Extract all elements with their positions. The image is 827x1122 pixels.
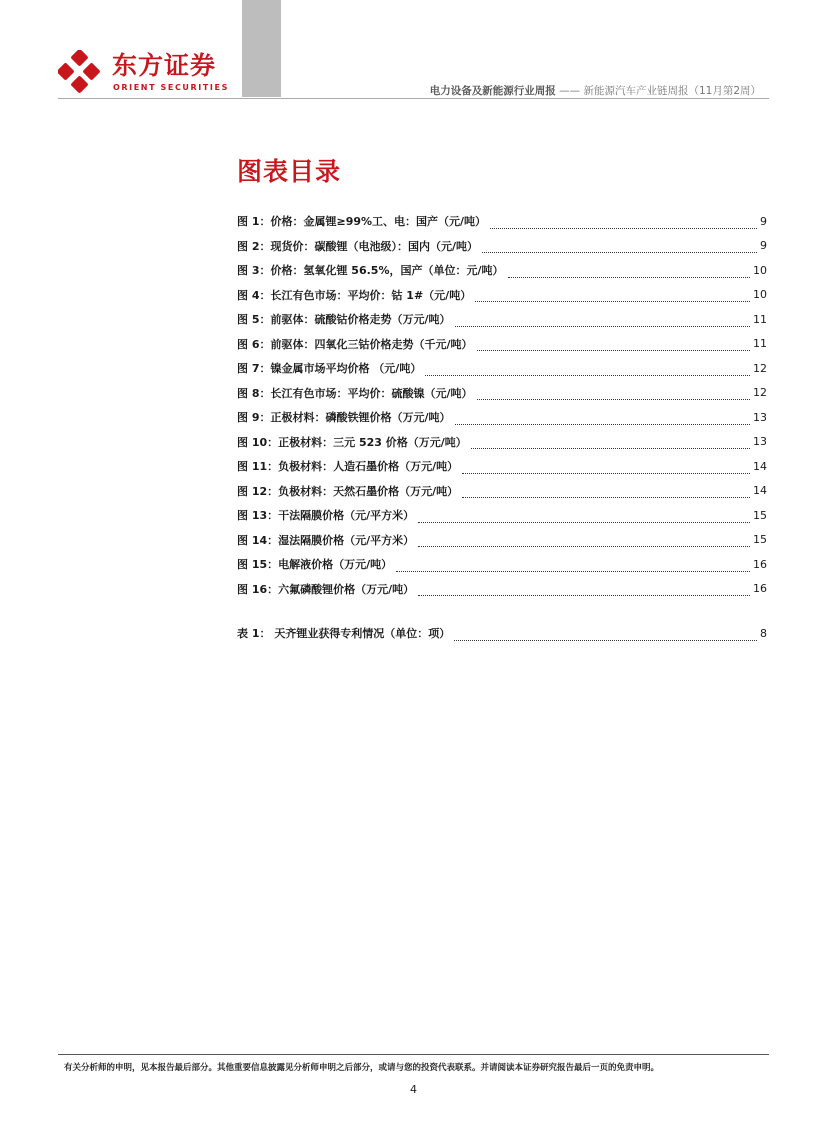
toc-title: 图表目录 bbox=[237, 157, 342, 186]
toc-entry-label: 图 14：湿法隔膜价格（元/平方米） bbox=[237, 533, 415, 547]
toc-entry-page: 16 bbox=[753, 582, 767, 596]
toc-entry-page: 13 bbox=[753, 435, 767, 449]
toc-entry-label: 图 15：电解液价格（万元/吨） bbox=[237, 558, 393, 572]
dot-leader bbox=[418, 583, 750, 596]
report-subtitle: 新能源汽车产业链周报（11月第2周） bbox=[583, 85, 761, 97]
toc-entry-figure-8[interactable] bbox=[237, 381, 767, 406]
dot-leader bbox=[482, 240, 757, 253]
toc-entry-figure-9[interactable] bbox=[237, 405, 767, 430]
report-series: 电力设备及新能源行业周报 bbox=[429, 85, 556, 97]
toc-entry-page: 15 bbox=[753, 508, 767, 522]
toc-entry-label: 图 16：六氟磷酸锂价格（万元/吨） bbox=[237, 582, 415, 596]
toc-entry-figure-16[interactable] bbox=[237, 577, 767, 602]
dot-leader bbox=[462, 461, 750, 474]
brand-name-cn: 东方证券 bbox=[112, 51, 217, 80]
dot-leader bbox=[471, 436, 750, 449]
dot-leader bbox=[425, 363, 750, 376]
toc-entry-page: 12 bbox=[753, 361, 767, 375]
footer-rule bbox=[58, 1054, 769, 1055]
header-separator: —— bbox=[559, 85, 581, 97]
toc-entry-figure-5[interactable] bbox=[237, 307, 767, 332]
dot-leader bbox=[477, 387, 751, 400]
toc-entry-page: 10 bbox=[753, 288, 767, 302]
header-grey-tab bbox=[242, 0, 281, 97]
toc-entry-label: 图 1：价格：金属锂≥99%工、电：国产（元/吨） bbox=[237, 215, 487, 229]
toc-entry-page: 16 bbox=[753, 557, 767, 571]
dot-leader bbox=[418, 510, 750, 523]
toc-entry-table-1[interactable] bbox=[237, 621, 767, 646]
page-number: 4 bbox=[410, 1083, 417, 1096]
report-header bbox=[430, 83, 761, 98]
figure-list bbox=[237, 209, 767, 601]
toc-entry-page: 14 bbox=[753, 459, 767, 473]
dot-leader bbox=[462, 485, 750, 498]
toc-entry-page: 14 bbox=[753, 484, 767, 498]
dot-leader bbox=[396, 559, 750, 572]
toc-entry-figure-3[interactable] bbox=[237, 258, 767, 283]
toc-entry-page: 9 bbox=[760, 214, 767, 228]
dot-leader bbox=[475, 289, 750, 302]
dot-leader bbox=[418, 534, 750, 547]
toc-entry-label: 图 13：干法隔膜价格（元/平方米） bbox=[237, 509, 415, 523]
toc-entry-label: 图 3：价格：氢氧化锂 56.5%，国产（单位：元/吨） bbox=[237, 264, 504, 278]
dot-leader bbox=[455, 314, 751, 327]
toc-entry-figure-1[interactable] bbox=[237, 209, 767, 234]
toc-entry-figure-12[interactable] bbox=[237, 479, 767, 504]
dot-leader bbox=[508, 265, 751, 278]
toc-entry-page: 11 bbox=[753, 312, 767, 326]
toc-entry-label: 图 9：正极材料：磷酸铁锂价格（万元/吨） bbox=[237, 411, 451, 425]
toc-entry-figure-6[interactable] bbox=[237, 332, 767, 357]
toc-entry-label: 图 6：前驱体：四氧化三钴价格走势（千元/吨） bbox=[237, 337, 473, 351]
toc-entry-page: 13 bbox=[753, 410, 767, 424]
toc-entry-label: 图 10：正极材料：三元 523 价格（万元/吨） bbox=[237, 435, 467, 449]
toc-entry-page: 9 bbox=[760, 239, 767, 253]
toc-entry-page: 15 bbox=[753, 533, 767, 547]
orient-securities-logo-icon bbox=[58, 50, 106, 98]
toc-entry-figure-4[interactable] bbox=[237, 283, 767, 308]
toc-entry-figure-15[interactable] bbox=[237, 552, 767, 577]
brand-name-en: ORIENT SECURITIES bbox=[113, 83, 229, 92]
header-rule bbox=[58, 98, 769, 99]
toc-entry-figure-7[interactable] bbox=[237, 356, 767, 381]
dot-leader bbox=[454, 628, 757, 641]
toc-entry-figure-10[interactable] bbox=[237, 430, 767, 455]
toc-entry-page: 11 bbox=[753, 337, 767, 351]
toc-entry-label: 图 8：长江有色市场：平均价：硫酸镍（元/吨） bbox=[237, 386, 473, 400]
toc-entry-figure-2[interactable] bbox=[237, 234, 767, 259]
toc-entry-figure-13[interactable] bbox=[237, 503, 767, 528]
toc-entry-figure-11[interactable] bbox=[237, 454, 767, 479]
table-list bbox=[237, 621, 767, 646]
toc-entry-figure-14[interactable] bbox=[237, 528, 767, 553]
dot-leader bbox=[490, 216, 757, 229]
toc-entry-label: 表 1： 天齐锂业获得专利情况（单位：项） bbox=[237, 627, 451, 641]
toc-entry-label: 图 4：长江有色市场：平均价：钴 1#（元/吨） bbox=[237, 288, 472, 302]
toc-entry-label: 图 11：负极材料：人造石墨价格（万元/吨） bbox=[237, 460, 459, 474]
toc-entry-label: 图 7：镍金属市场平均价格 （元/吨） bbox=[237, 362, 422, 376]
toc-entry-page: 8 bbox=[760, 626, 767, 640]
brand-logo bbox=[58, 50, 228, 98]
toc-entry-label: 图 2：现货价：碳酸锂（电池级）：国内（元/吨） bbox=[237, 239, 478, 253]
dot-leader bbox=[455, 412, 751, 425]
toc-entry-page: 12 bbox=[753, 386, 767, 400]
toc-entry-label: 图 5：前驱体：硫酸钴价格走势（万元/吨） bbox=[237, 313, 451, 327]
dot-leader bbox=[477, 338, 751, 351]
footer-disclaimer: 有关分析师的申明，见本报告最后部分。其他重要信息披露见分析师申明之后部分，或请与您的投资代表联系。并请阅读本证券研究报告最后一页的免责申明。 bbox=[64, 1063, 660, 1073]
toc-entry-label: 图 12：负极材料：天然石墨价格（万元/吨） bbox=[237, 484, 459, 498]
toc-entry-page: 10 bbox=[753, 263, 767, 277]
